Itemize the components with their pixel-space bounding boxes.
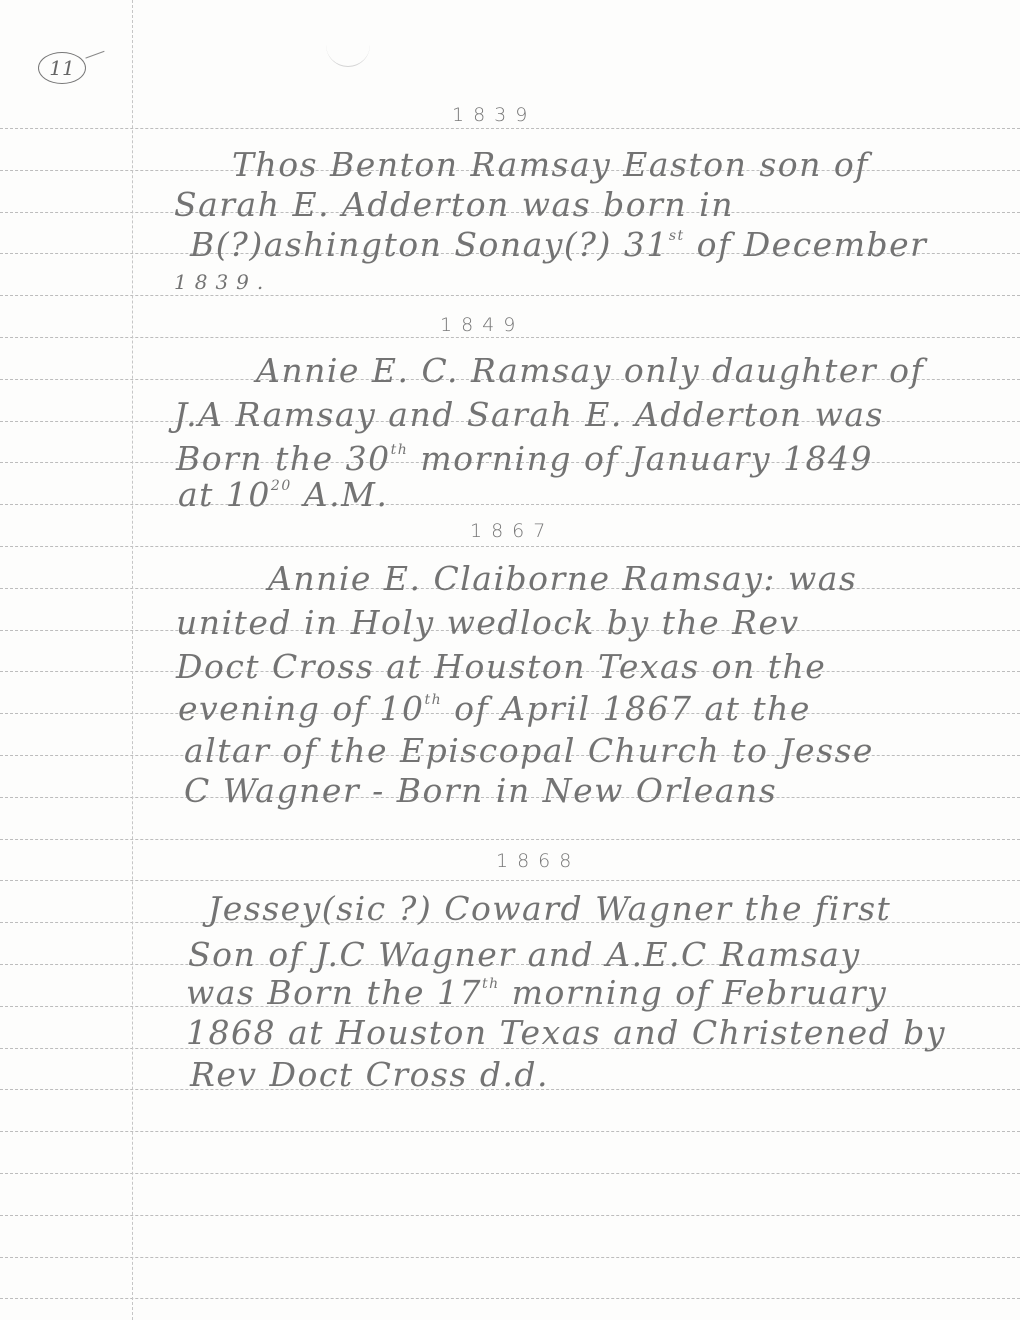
ruled-line <box>0 504 1020 505</box>
entry-line: Thos Benton Ramsay Easton son of <box>232 145 869 184</box>
entry-line <box>178 475 389 514</box>
ruled-line <box>0 546 1020 547</box>
ruled-line <box>0 337 1020 338</box>
entry-line <box>190 225 928 264</box>
entry-line: 1868 at Houston Texas and Christened by <box>186 1013 947 1052</box>
entry-line: Son of J.C Wagner and A.E.C Ramsay <box>188 935 861 974</box>
ordinal-suffix: th <box>390 442 409 458</box>
entry-line-start: was Born the 17 <box>186 973 483 1012</box>
ruled-line <box>0 128 1020 129</box>
ruled-line <box>0 1298 1020 1299</box>
entry-line-end: A.M. <box>303 475 389 514</box>
ordinal-suffix: th <box>424 692 443 708</box>
entry-line-end: morning of February <box>511 973 888 1012</box>
entry-line: Rev Doct Cross d.d. <box>190 1055 550 1094</box>
entry-year: 1849 <box>440 314 525 336</box>
entry-line: 1839. <box>174 270 272 294</box>
entry-line: united in Holy wedlock by the Rev <box>176 603 800 642</box>
entry-year: 1868 <box>496 850 581 872</box>
margin-line <box>132 0 133 1320</box>
ruled-line <box>0 839 1020 840</box>
entry-line <box>186 973 888 1012</box>
ruled-line <box>0 880 1020 881</box>
entry-line: Sarah E. Adderton was born in <box>174 185 734 224</box>
time-suffix: 20 <box>270 478 292 494</box>
punch-hole <box>326 40 370 67</box>
page-number-mark <box>85 51 106 64</box>
entry-line-end: of December <box>696 225 928 264</box>
ruled-line <box>0 1131 1020 1132</box>
entry-line-start: evening of 10 <box>178 689 425 728</box>
entry-line: Annie E. Claiborne Ramsay: was <box>268 559 858 598</box>
entry-line: J.A Ramsay and Sarah E. Adderton was <box>174 395 884 434</box>
entry-line-start: B(?)ashington Sonay(?) 31 <box>190 225 669 264</box>
ordinal-suffix: st <box>668 228 685 244</box>
entry-line-end: of April 1867 at the <box>454 689 811 728</box>
page-number: 11 <box>38 52 86 84</box>
entry-line-start: Born the 30 <box>176 439 391 478</box>
entry-line: Jessey(sic ?) Coward Wagner the first <box>208 889 892 928</box>
entry-line <box>176 439 873 478</box>
entry-line-start: at 10 <box>178 475 271 514</box>
entry-year: 1839 <box>452 104 537 126</box>
ruled-line <box>0 1215 1020 1216</box>
entry-year: 1867 <box>470 520 555 542</box>
entry-line: Doct Cross at Houston Texas on the <box>176 647 827 686</box>
ordinal-suffix: th <box>482 976 500 992</box>
entry-line-end: morning of January 1849 <box>420 439 873 478</box>
ruled-line <box>0 1257 1020 1258</box>
entry-line: C Wagner - Born in New Orleans <box>184 771 778 810</box>
ruled-line <box>0 1173 1020 1174</box>
entry-line: Annie E. C. Ramsay only daughter of <box>256 351 925 390</box>
entry-line: altar of the Episcopal Church to Jesse <box>184 731 874 770</box>
ruled-line <box>0 295 1020 296</box>
entry-line <box>178 689 811 728</box>
